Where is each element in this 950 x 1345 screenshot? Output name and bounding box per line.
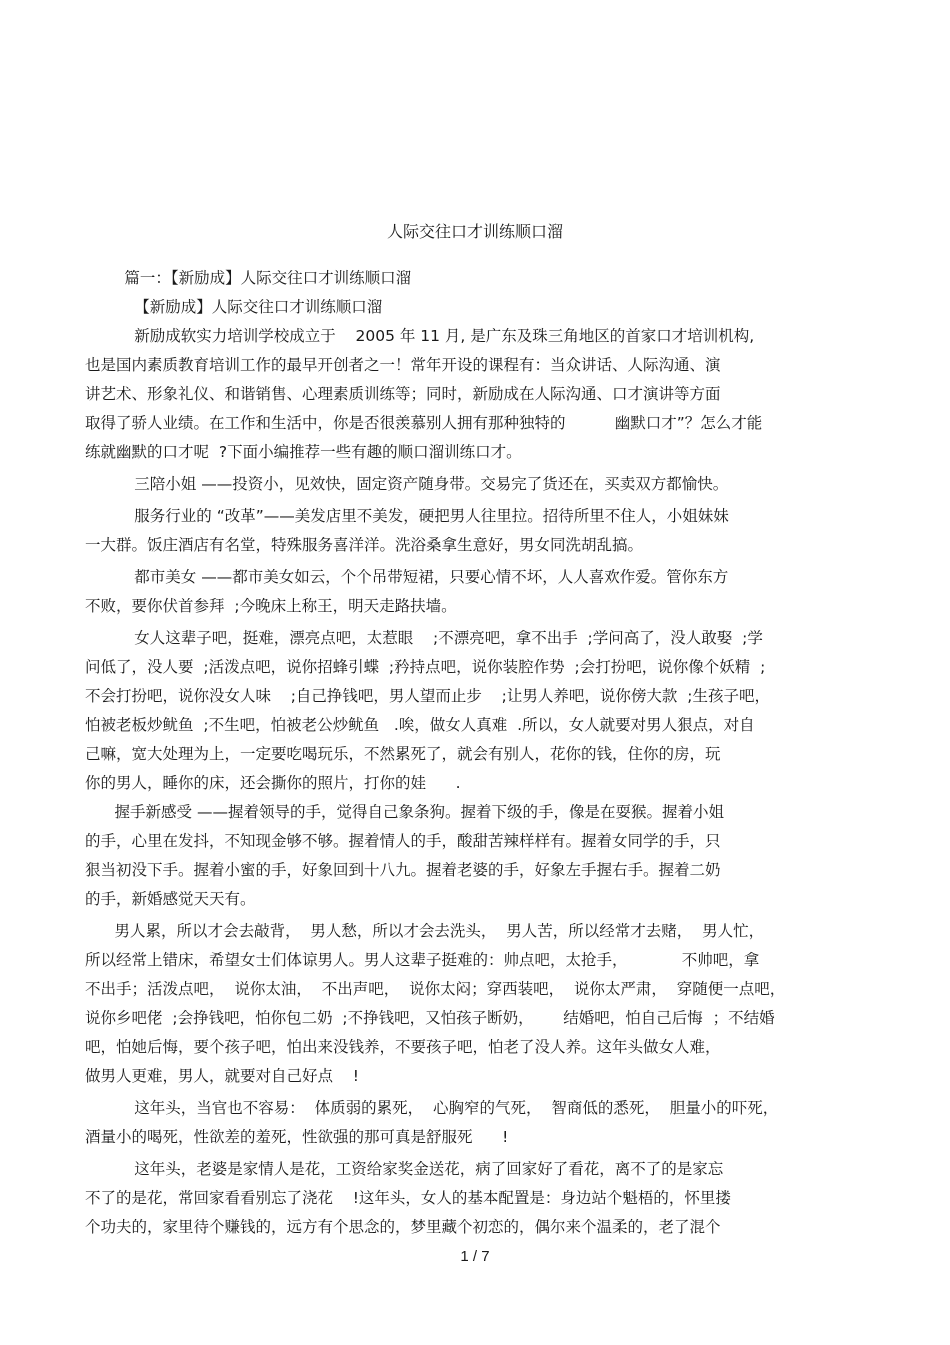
- paragraph-line: 的手，心里在发抖，不知现金够不够。握着情人的手，酸甜苦辣样样有。握着女同学的手，只: [85, 832, 721, 850]
- paragraph-line: 讲艺术、形象礼仪、和谐销售、心理素质训练等；同时，新励成在人际沟通、口才演讲等方面: [85, 385, 721, 403]
- document-body: [85, 264, 865, 1242]
- paragraph-line: 服务行业的 “改革”——美发店里不美发，硬把男人往里拉。招待所里不住人，小姐妹妹: [85, 507, 729, 525]
- paragraph-line: 不败，要你伏首参拜 ;今晚床上称王，明天走路扶墙。: [85, 597, 457, 615]
- document-title: 人际交往口才训练顺口溜: [386, 222, 563, 241]
- paragraph-line: 不会打扮吧，说你没女人味 ;自己挣钱吧，男人望而止步 ;让男人养吧，说你傍大款 ;生孩子吧，: [85, 687, 770, 705]
- paragraph-line: 己嘛，宽大处理为上，一定要吃喝玩乐，不然累死了，就会有别人，花你的钱，住你的房，玩: [85, 745, 721, 763]
- paragraph-line: 不了的是花，常回家看看别忘了浇花 !这年头，女人的基本配置是：身边站个魁梧的，怀里搂: [85, 1189, 731, 1207]
- paragraph-line: 你的男人，睡你的床，还会撕你的照片，打你的娃 .: [85, 774, 461, 792]
- paragraph-line: 握手新感受 ——握着领导的手，觉得自己象条狗。握着下级的手，像是在耍猴。握着小姐: [85, 803, 724, 821]
- section-heading: 篇一：【新励成】人际交往口才训练顺口溜: [85, 269, 412, 287]
- paragraph-line: 都市美女 ——都市美女如云，个个吊带短裙，只要心情不坏，人人喜欢作爱。管你东方: [85, 568, 729, 586]
- paragraph-line: 所以经常上错床，希望女士们体谅男人。男人这辈子挺难的：帅点吧，太抢手， 不帅吧，拿: [85, 951, 760, 969]
- page-number: 1 / 7: [460, 1248, 490, 1265]
- paragraph-line: 说你乡吧佬 ;会挣钱吧，怕你包二奶 ;不挣钱吧，又怕孩子断奶， 结婚吧，怕自己后悔 ；不结婚: [85, 1009, 775, 1027]
- paragraph-line: 这年头，当官也不容易： 体质弱的累死， 心胸窄的气死， 智商低的悉死， 胆量小的吓死，: [85, 1099, 779, 1117]
- paragraph-line: 怕被老板炒鱿鱼 ;不生吧，怕被老公炒鱿鱼 .唉，做女人真难 .所以，女人就要对男人狠点，对自: [85, 716, 755, 734]
- paragraph-line: 问低了，没人要 ;活泼点吧，说你招蜂引蝶 ;矜持点吧，说你装腔作势 ;会打扮吧，说你像个妖精 ;: [85, 658, 766, 676]
- paragraph-line: 也是国内素质教育培训工作的最早开创者之一！常年开设的课程有：当众讲话、人际沟通、演: [85, 356, 721, 374]
- paragraph-line: 新励成软实力培训学校成立于 2005 年 11 月, 是广东及珠三角地区的首家口才培训机构,: [85, 327, 755, 345]
- paragraph-line: 三陪小姐 ——投资小，见效快，固定资产随身带。交易完了货还在，买卖双方都愉快。: [85, 475, 729, 493]
- paragraph-line: 一大群。饭庄酒店有名堂，特殊服务喜洋洋。洗浴桑拿生意好，男女同洗胡乱搞。: [85, 536, 644, 554]
- subheading: 【新励成】人际交往口才训练顺口溜: [85, 298, 383, 316]
- paragraph-line: 吧，怕她后悔，要个孩子吧，怕出来没钱养，不要孩子吧，怕老了没人养。这年头做女人难，: [85, 1038, 721, 1056]
- paragraph-line: 酒量小的喝死，性欲差的羞死，性欲强的那可真是舒服死 !: [85, 1128, 509, 1146]
- paragraph-line: 个功夫的，家里待个赚钱的，远方有个思念的，梦里藏个初恋的，偶尔来个温柔的，老了混个: [85, 1218, 721, 1236]
- paragraph-line: 男人累，所以才会去敲背， 男人愁，所以才会去洗头， 男人苦，所以经常才去赌， 男人忙，: [85, 922, 765, 940]
- paragraph-line: 的手，新婚感觉天天有。: [85, 890, 256, 908]
- paragraph-line: 取得了骄人业绩。在工作和生活中，你是否很羡慕别人拥有那种独特的 幽默口才”？怎么才能: [85, 414, 763, 432]
- paragraph-line: 不出手；活泼点吧， 说你太油， 不出声吧， 说你太闷；穿西装吧， 说你太严肃， 穿随便一点吧，: [85, 980, 786, 998]
- paragraph-line: 这年头，老婆是家情人是花，工资给家奖金送花，病了回家好了看花，离不了的是家忘: [85, 1160, 724, 1178]
- paragraph-line: 狠当初没下手。握着小蜜的手，好象回到十八九。握着老婆的手，好象左手握右手。握着二奶: [85, 861, 721, 879]
- paragraph-line: 做男人更难，男人，就要对自己好点 !: [85, 1067, 359, 1085]
- paragraph-line: 女人这辈子吧，挺难，漂亮点吧，太惹眼 ;不漂亮吧，拿不出手 ;学问高了，没人敢娶 ;学: [85, 629, 763, 647]
- paragraph-line: 练就幽默的口才呢 ?下面小编推荐一些有趣的顺口溜训练口才。: [85, 443, 522, 461]
